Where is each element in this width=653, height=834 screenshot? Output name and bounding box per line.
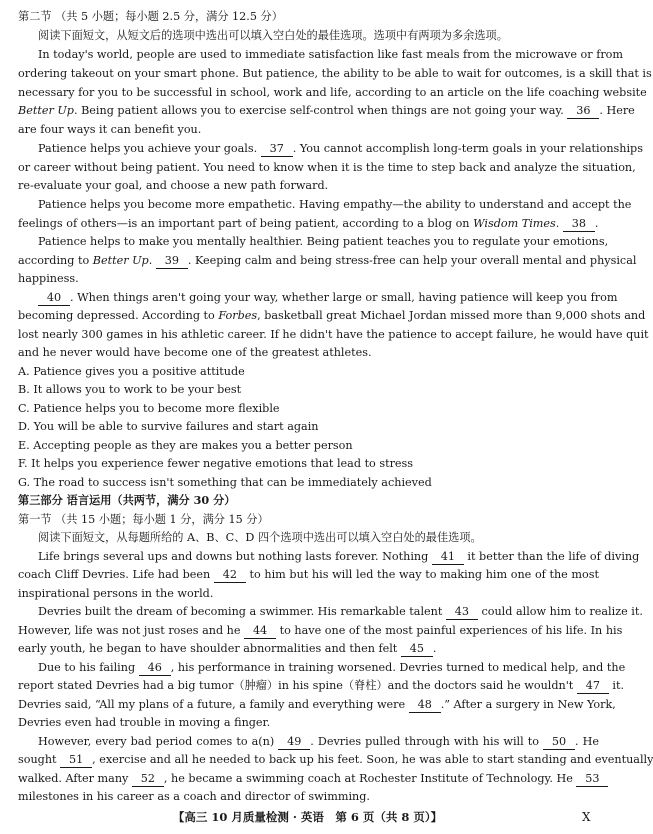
text-run: coach Cliff Devries. Life had been [18,568,211,581]
passage-line [38,139,643,158]
version-mark: X [582,810,591,824]
passage-line: In today's world, people are used to immediate satisfaction like fast meals from the microwave or from [38,48,624,61]
text-run: , his performance in training worsened. Devries turned to medical help, and the [170,661,626,674]
passage-line: ordering takeout on your smart phone. But patience, the ability to be able to wait for outcomes, is a skill that is [18,67,652,80]
text-run: . [148,254,153,267]
passage-line [18,769,599,788]
answer-blank-46[interactable]: 46 [139,661,171,676]
text-run: Patience helps you achieve your goals. [38,142,258,155]
section-header: 第一节 （共 15 小题；每小题 1 分，满分 15 分） [18,513,269,526]
text-run: However, every bad period comes to a(n) [38,735,275,748]
text-run: early youth, he began to have shoulder abnormalities and then felt [18,642,398,655]
passage-line [38,602,643,621]
text-run: . You cannot accomplish long-term goals in your relationships [292,142,643,155]
passage-line [18,101,635,120]
option-e: E. Accepting people as they are makes you a better person [18,439,353,452]
text-run: . When things aren't going your way, whether large or small, having patience will keep you from [70,291,618,304]
text-run: . [594,217,599,230]
text-run: sought [18,753,57,766]
text-run: However, life was not just roses and he [18,624,241,637]
page-footer: 【高三 10 月质量检测 · 英语 第 6 页（共 8 页）】 [172,810,443,824]
answer-blank-37[interactable]: 37 [261,142,293,157]
passage-line [18,639,599,658]
text-run: . Keeping calm and being stress-free can help your overall mental and physical [187,254,637,267]
text-run: walked. After many [18,772,129,785]
passage-line [18,306,646,325]
part-header: 第三部分 语言运用（共两节，满分 30 分） [18,493,236,507]
passage-line: milestones in his career as a coach and director of swimming. [18,790,370,803]
text-run: Due to his failing [38,661,136,674]
passage-line [18,565,599,584]
passage-line [38,288,618,307]
text-run: feelings of others—is an important part of being patient, according to a blog on [18,217,470,230]
answer-blank-41[interactable]: 41 [432,550,464,565]
passage-line: inspirational persons in the world. [18,587,214,600]
text-run: becoming depressed. According to [18,309,215,322]
passage-line: Patience helps you become more empathetic. Having empathy—the ability to understand and accept the [38,198,632,211]
text-run: , he became a swimming coach at Rochester Institute of Technology. He [163,772,573,785]
answer-blank-48[interactable]: 48 [409,698,441,713]
text-run: it better than the life of diving [467,550,640,563]
answer-blank-50[interactable]: 50 [543,735,575,750]
passage-line [18,695,616,714]
text-run: it. [612,679,625,692]
source-name: Forbes [218,309,258,322]
text-run: according to [18,254,90,267]
answer-blank-38[interactable]: 38 [563,217,595,232]
passage-line [38,658,626,677]
answer-blank-47[interactable]: 47 [577,679,609,694]
answer-blank-43[interactable]: 43 [446,605,478,620]
option-c: C. Patience helps you to become more flexible [18,402,280,415]
passage-line: or career without being patient. You need to know when it is the time to step back and analyze the situation, [18,161,636,174]
text-run: report stated Devries had a big tumor（肿瘤）in his spine（脊柱）and the doctors said he wouldn't [18,679,574,692]
passage-line: happiness. [18,272,79,285]
passage-line: are four ways it can benefit you. [18,123,202,136]
instruction: 阅读下面短文，从短文后的选项中选出可以填入空白处的最佳选项。选项中有两项为多余选项。 [38,29,508,42]
source-name: Better Up [18,104,74,117]
passage-line: necessary for you to be successful in school, work and life, according to an article on the life coaching website [18,86,647,99]
text-run: . He [575,735,600,748]
option-d: D. You will be able to survive failures and start again [18,420,319,433]
answer-blank-39[interactable]: 39 [156,254,188,269]
source-name: Better Up [92,254,149,267]
answer-blank-49[interactable]: 49 [278,735,310,750]
passage-line [18,621,623,640]
option-b: B. It allows you to work to be your best [18,383,242,396]
text-run: . [432,642,437,655]
passage-line [38,547,640,566]
answer-blank-40[interactable]: 40 [38,291,70,306]
answer-blank-42[interactable]: 42 [214,568,246,583]
option-a: A. Patience gives you a positive attitude [18,365,245,378]
text-run: .” After a surgery in New York, [440,698,616,711]
text-run: . [555,217,560,230]
text-run: . Here [599,104,635,117]
passage-line [18,251,637,270]
instruction: 阅读下面短文，从每题所给的 A、B、C、D 四个选项中选出可以填入空白处的最佳选项。 [38,531,482,544]
passage-line [38,732,599,751]
answer-blank-52[interactable]: 52 [132,772,164,787]
passage-line [18,676,625,695]
passage-line: re-evaluate your goal, and choose a new path forward. [18,179,329,192]
text-run: Life brings several ups and downs but nothing lasts forever. Nothing [38,550,429,563]
text-run: could allow him to realize it. [481,605,643,618]
passage-line: Devries even had trouble in moving a finger. [18,716,271,729]
answer-blank-51[interactable]: 51 [60,753,92,768]
option-f: F. It helps you experience fewer negative emotions that lead to stress [18,457,414,470]
option-g: G. The road to success isn't something that can be immediately achieved [18,476,432,489]
section-header: 第二节 （共 5 小题；每小题 2.5 分，满分 12.5 分） [18,10,283,23]
passage-line: and he never would have become one of the greatest athletes. [18,346,372,359]
answer-blank-53[interactable]: 53 [576,772,608,787]
text-run: to him but his will led the way to making him one of the most [249,568,600,581]
text-run: to have one of the most painful experiences of his life. In his [279,624,623,637]
text-run: , basketball great Michael Jordan missed more than 9,000 shots and [257,309,646,322]
passage-line [18,214,599,233]
passage-line: Patience helps to make you mentally healthier. Being patient teaches you to regulate your emotions, [38,235,609,248]
text-run: Devries built the dream of becoming a swimmer. His remarkable talent [38,605,443,618]
passage-line [18,750,653,769]
source-name: Wisdom Times [473,217,556,230]
passage-line: lost nearly 300 games in his athletic career. If he didn't have the patience to accept failure, he would have quit [18,328,649,341]
answer-blank-45[interactable]: 45 [401,642,433,657]
text-run: . Devries pulled through with his will to [310,735,539,748]
text-run: , exercise and all he needed to back up his feet. Soon, he was able to start standing and eventually [92,753,653,766]
text-run: . Being patient allows you to exercise self-control when things are not going your way. [73,104,564,117]
text-run: Devries said, “All my plans of a future, a family and everything were [18,698,406,711]
answer-blank-44[interactable]: 44 [244,624,276,639]
answer-blank-36[interactable]: 36 [567,104,599,119]
